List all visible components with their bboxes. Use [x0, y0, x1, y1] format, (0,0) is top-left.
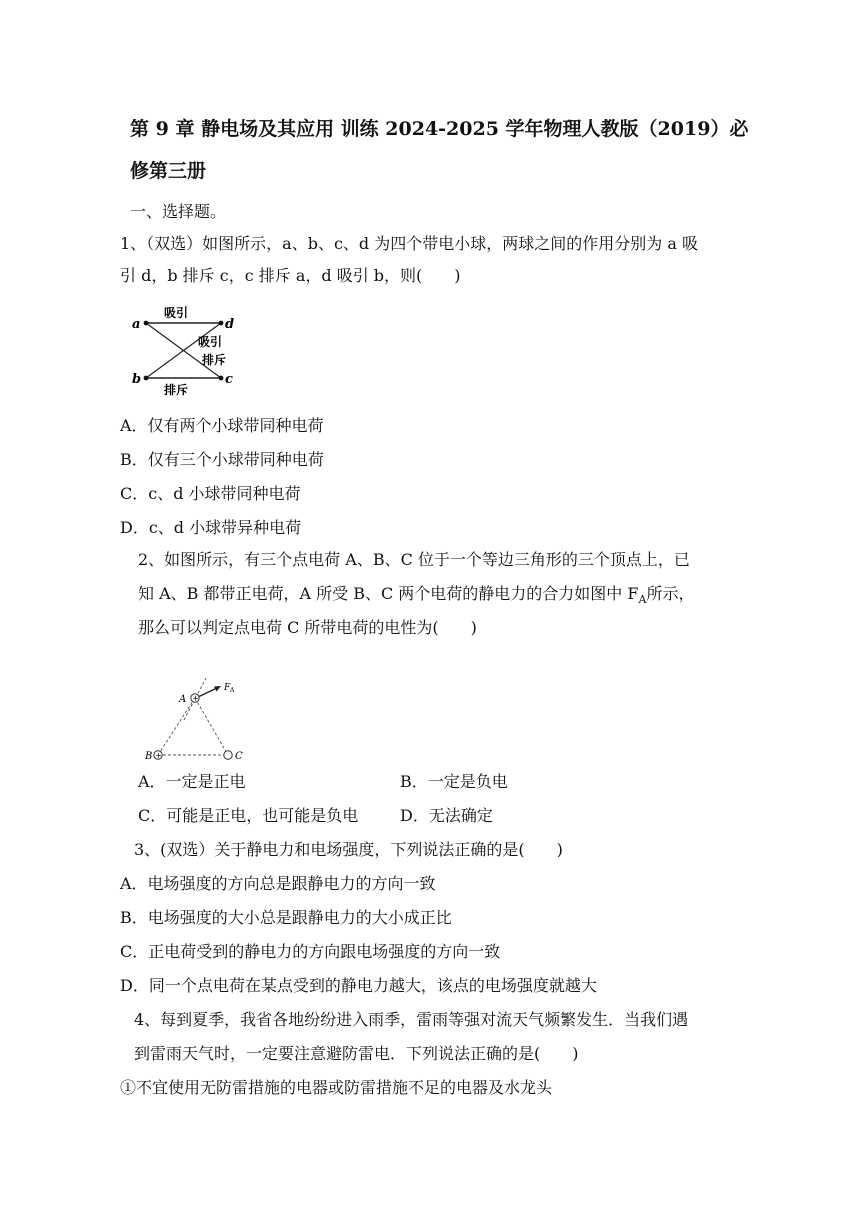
q1-label-top: 吸引	[164, 306, 189, 320]
q2-option-b: B．一定是负电	[400, 772, 508, 791]
q2-stem-line-3: 那么可以判定点电荷 C 所带电荷的电性为( )	[138, 618, 477, 637]
q1-figure	[126, 298, 246, 400]
q1-option-c: C．c、d 小球带同种电荷	[120, 484, 301, 503]
q1-ball-d	[219, 321, 224, 326]
q2-figure	[140, 674, 260, 766]
q1-label-mid-1: 吸引	[198, 335, 223, 349]
q1-stem-line-2: 引 d，b 排斥 c，c 排斥 a，d 吸引 b，则( )	[120, 266, 461, 285]
q1-label-c: c	[225, 372, 233, 387]
q2-stem-line-1: 2、如图所示，有三个点电荷 A、B、C 位于一个等边三角形的三个顶点上，已	[138, 550, 690, 569]
q4-item-1: ①不宜使用无防雷措施的电器或防雷措施不足的电器及水龙头	[120, 1078, 553, 1097]
q2-option-a: A．一定是正电	[138, 772, 246, 791]
q2-figure-side-ac	[195, 698, 228, 755]
page-title-line-1: 第 9 章 静电场及其应用 训练 2024-2025 学年物理人教版（2019）必	[130, 118, 749, 140]
q4-stem-line-1: 4、每到夏季，我省各地纷纷进入雨季，雷雨等强对流天气频繁发生．当我们遇	[134, 1010, 689, 1029]
q3-option-d: D．同一个点电荷在某点受到的静电力越大，该点的电场强度就越大	[120, 976, 597, 995]
q1-label-mid-2: 排斥	[202, 353, 227, 367]
q1-option-d: D．c、d 小球带异种电荷	[120, 518, 302, 537]
q2-charge-a-sign: +	[192, 694, 200, 703]
q1-option-a: A．仅有两个小球带同种电荷	[120, 416, 324, 435]
q2-option-c: C．可能是正电，也可能是负电	[138, 806, 359, 825]
q1-label-a: a	[132, 317, 141, 332]
q2-stem-subscript: A	[638, 593, 647, 607]
q1-label-b: b	[132, 372, 142, 387]
q2-charge-b-sign: +	[155, 751, 163, 760]
q2-force-arrow	[198, 688, 217, 697]
q1-option-b: B．仅有三个小球带同种电荷	[120, 450, 324, 469]
q2-stem-line-2-text: 知 A、B 都带正电荷，A 所受 B、C 两个电荷的静电力的合力如图中 F	[138, 584, 639, 603]
q4-stem-line-2: 到雷雨天气时，一定要注意避防雷电．下列说法正确的是( )	[134, 1044, 579, 1063]
q1-label-d: d	[225, 317, 235, 332]
q2-label-c: C	[235, 751, 243, 762]
q3-stem: 3、(双选）关于静电力和电场强度，下列说法正确的是( )	[134, 840, 563, 859]
q2-stem-line-2	[138, 586, 694, 605]
q2-label-force: F	[224, 683, 231, 693]
q3-option-a: A．电场强度的方向总是跟静电力的方向一致	[120, 874, 436, 893]
q1-ball-c	[219, 376, 224, 381]
q2-figure-side-ab	[158, 698, 195, 755]
page-title-line-2: 修第三册	[130, 160, 207, 182]
q3-option-c: C．正电荷受到的静电力的方向跟电场强度的方向一致	[120, 942, 501, 961]
q1-ball-a	[144, 321, 149, 326]
q2-label-force-sub: A	[230, 687, 235, 694]
q3-option-b: B．电场强度的大小总是跟静电力的大小成正比	[120, 908, 452, 927]
section-heading: 一、选择题。	[130, 202, 227, 221]
q1-stem-line-1: 1、（双选）如图所示，a、b、c、d 为四个带电小球，两球之间的作用分别为 a 吸	[120, 234, 698, 253]
q1-label-bottom: 排斥	[164, 383, 189, 397]
q2-label-b: B	[145, 751, 153, 762]
q2-option-d: D．无法确定	[400, 806, 493, 825]
q2-stem-line-2-tail: 所示，	[646, 584, 695, 603]
q1-ball-b	[144, 376, 149, 381]
q2-label-a: A	[179, 694, 187, 705]
q2-charge-c	[224, 751, 232, 759]
